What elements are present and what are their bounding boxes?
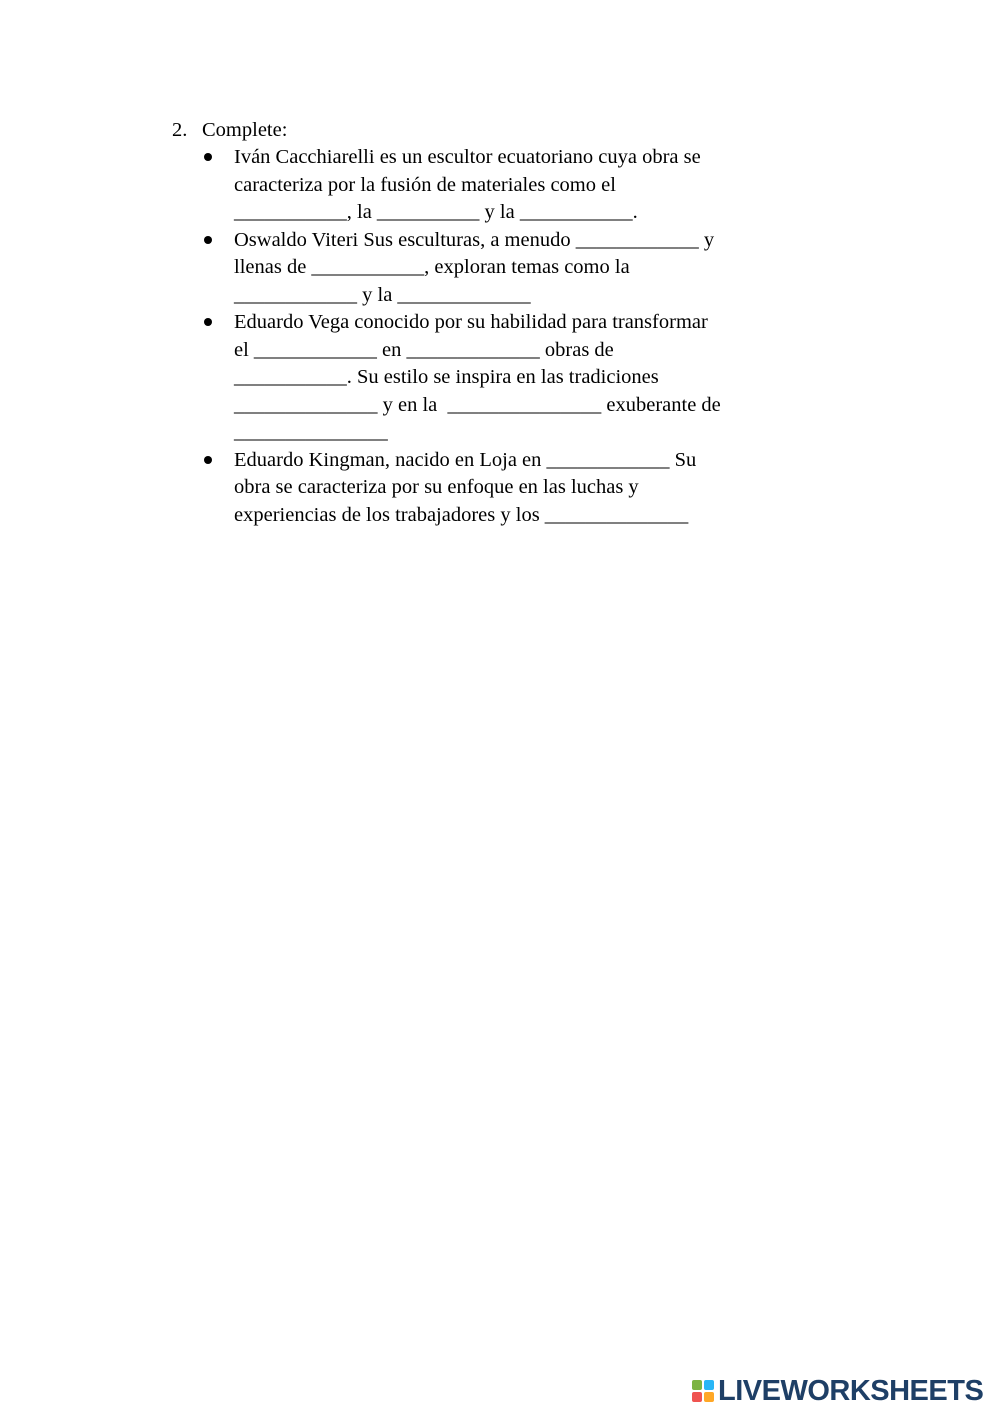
item-line: Eduardo Vega conocido por su habilidad para transformar xyxy=(234,311,708,333)
list-item-vega xyxy=(234,309,834,447)
logo-square-v xyxy=(692,1392,702,1402)
list-item-kingman xyxy=(234,447,834,530)
bullet-icon xyxy=(204,153,212,161)
question-heading xyxy=(172,116,872,144)
question-title: Complete: xyxy=(202,119,288,141)
item-line: Oswaldo Viteri Sus esculturas, a menudo ____________ y xyxy=(234,228,715,251)
question-2 xyxy=(172,116,872,529)
list-item-cacchiarelli xyxy=(234,144,834,227)
logo-square-l xyxy=(692,1380,702,1390)
bullet-icon xyxy=(204,456,212,464)
item-line: ___________. Su estilo se inspira en las tradiciones xyxy=(234,366,659,388)
logo-square-i xyxy=(704,1380,714,1390)
bullet-icon xyxy=(204,236,212,244)
question-number: 2. xyxy=(172,119,188,141)
item-line: obra se caracteriza por su enfoque en las luchas y xyxy=(234,476,639,498)
item-line: el ____________ en _____________ obras de xyxy=(234,338,614,361)
liveworksheets-logo xyxy=(692,1376,983,1406)
item-line: ____________ y la _____________ xyxy=(234,283,531,306)
item-line: _______________ xyxy=(234,421,388,443)
item-line: Eduardo Kingman, nacido en Loja en ____________ Su xyxy=(234,448,697,471)
item-line: ___________, la __________ y la ___________. xyxy=(234,201,638,223)
item-line: caracteriza por la fusión de materiales como el xyxy=(234,173,616,196)
fill-in-list xyxy=(172,144,872,529)
item-line: Iván Cacchiarelli es un escultor ecuatoriano cuya obra se xyxy=(234,146,701,168)
bullet-icon xyxy=(204,318,212,326)
item-line: ______________ y en la _______________ exuberante de xyxy=(234,393,721,416)
item-line: llenas de ___________, exploran temas como la xyxy=(234,256,630,278)
logo-text: LIVEWORKSHEETS xyxy=(718,1375,984,1407)
logo-square-e xyxy=(704,1392,714,1402)
item-line: experiencias de los trabajadores y los ______________ xyxy=(234,503,689,526)
list-item-viteri xyxy=(234,227,834,310)
liveworksheets-logo-icon xyxy=(692,1380,714,1402)
